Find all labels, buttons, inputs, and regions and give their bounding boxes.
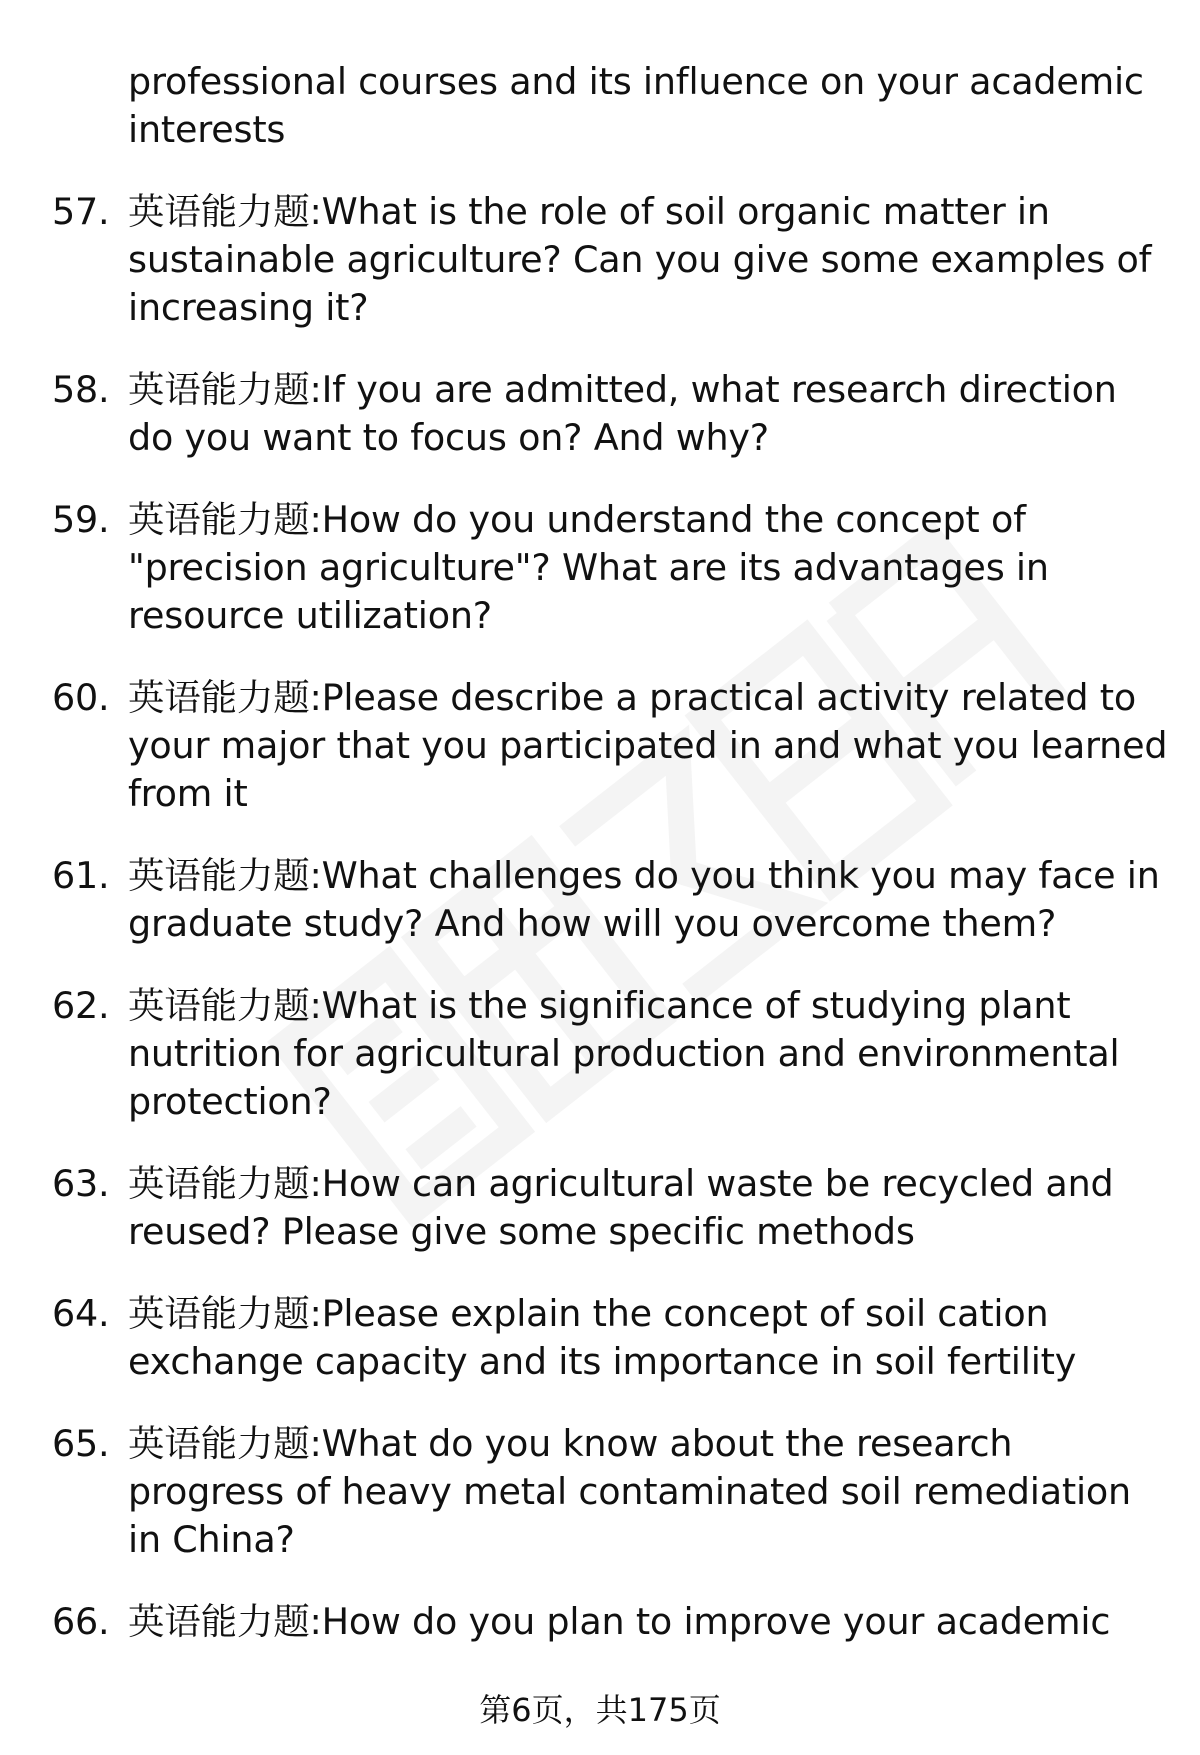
question-category-label: 英语能力题: [128, 854, 322, 897]
question-text: How do you plan to improve your academic [321, 1600, 1111, 1643]
question-category-label: 英语能力题: [128, 676, 322, 719]
question-text: Please explain the concept of soil cation exchange capacity and its importance in soil fertility [128, 1292, 1077, 1383]
question-item [0, 852, 1168, 948]
question-number: 64. [52, 1292, 110, 1335]
question-category-label: 英语能力题: [128, 1600, 322, 1643]
question-text: What challenges do you think you may face in graduate study? And how will you overcome them? [128, 854, 1160, 945]
question-item [0, 188, 1168, 332]
question-list [0, 58, 1200, 1646]
question-text: What do you know about the research progress of heavy metal contaminated soil remediation in China? [128, 1422, 1131, 1561]
question-number: 60. [52, 676, 110, 719]
question-text: What is the significance of studying plant nutrition for agricultural production and environmental protection? [128, 984, 1120, 1123]
question-number: 61. [52, 854, 110, 897]
question-number: 58. [52, 368, 110, 411]
question-text: How do you understand the concept of "precision agriculture"? What are its advantages in resource utilization? [128, 498, 1049, 637]
question-number: 62. [52, 984, 110, 1027]
question-category-label: 英语能力题: [128, 498, 322, 541]
question-text: How can agricultural waste be recycled and reused? Please give some specific methods [128, 1162, 1114, 1253]
question-category-label: 英语能力题: [128, 1422, 322, 1465]
question-item [0, 982, 1168, 1126]
question-text: Please describe a practical activity related to your major that you participated in and what you learned from it [128, 676, 1168, 815]
question-category-label: 英语能力题: [128, 190, 322, 233]
question-category-label: 英语能力题: [128, 368, 322, 411]
question-number: 66. [52, 1600, 110, 1643]
question-item [0, 366, 1168, 462]
question-item [0, 1598, 1168, 1646]
question-number: 63. [52, 1162, 110, 1205]
question-item [0, 674, 1168, 818]
question-text: If you are admitted, what research direction do you want to focus on? And why? [128, 368, 1117, 459]
question-category-label: 英语能力题: [128, 1292, 322, 1335]
continued-question-text: professional courses and its influence on your academic interests [128, 60, 1144, 151]
question-number: 59. [52, 498, 110, 541]
question-category-label: 英语能力题: [128, 1162, 322, 1205]
question-item [0, 1290, 1168, 1386]
question-number: 65. [52, 1422, 110, 1465]
page-footer: 第6页，共175页 [479, 1691, 721, 1729]
question-category-label: 英语能力题: [128, 984, 322, 1027]
question-item [0, 1160, 1168, 1256]
question-text: What is the role of soil organic matter in sustainable agriculture? Can you give some examples of increasing it? [128, 190, 1152, 329]
question-item [0, 496, 1168, 640]
question-number: 57. [52, 190, 110, 233]
question-item [0, 1420, 1168, 1564]
